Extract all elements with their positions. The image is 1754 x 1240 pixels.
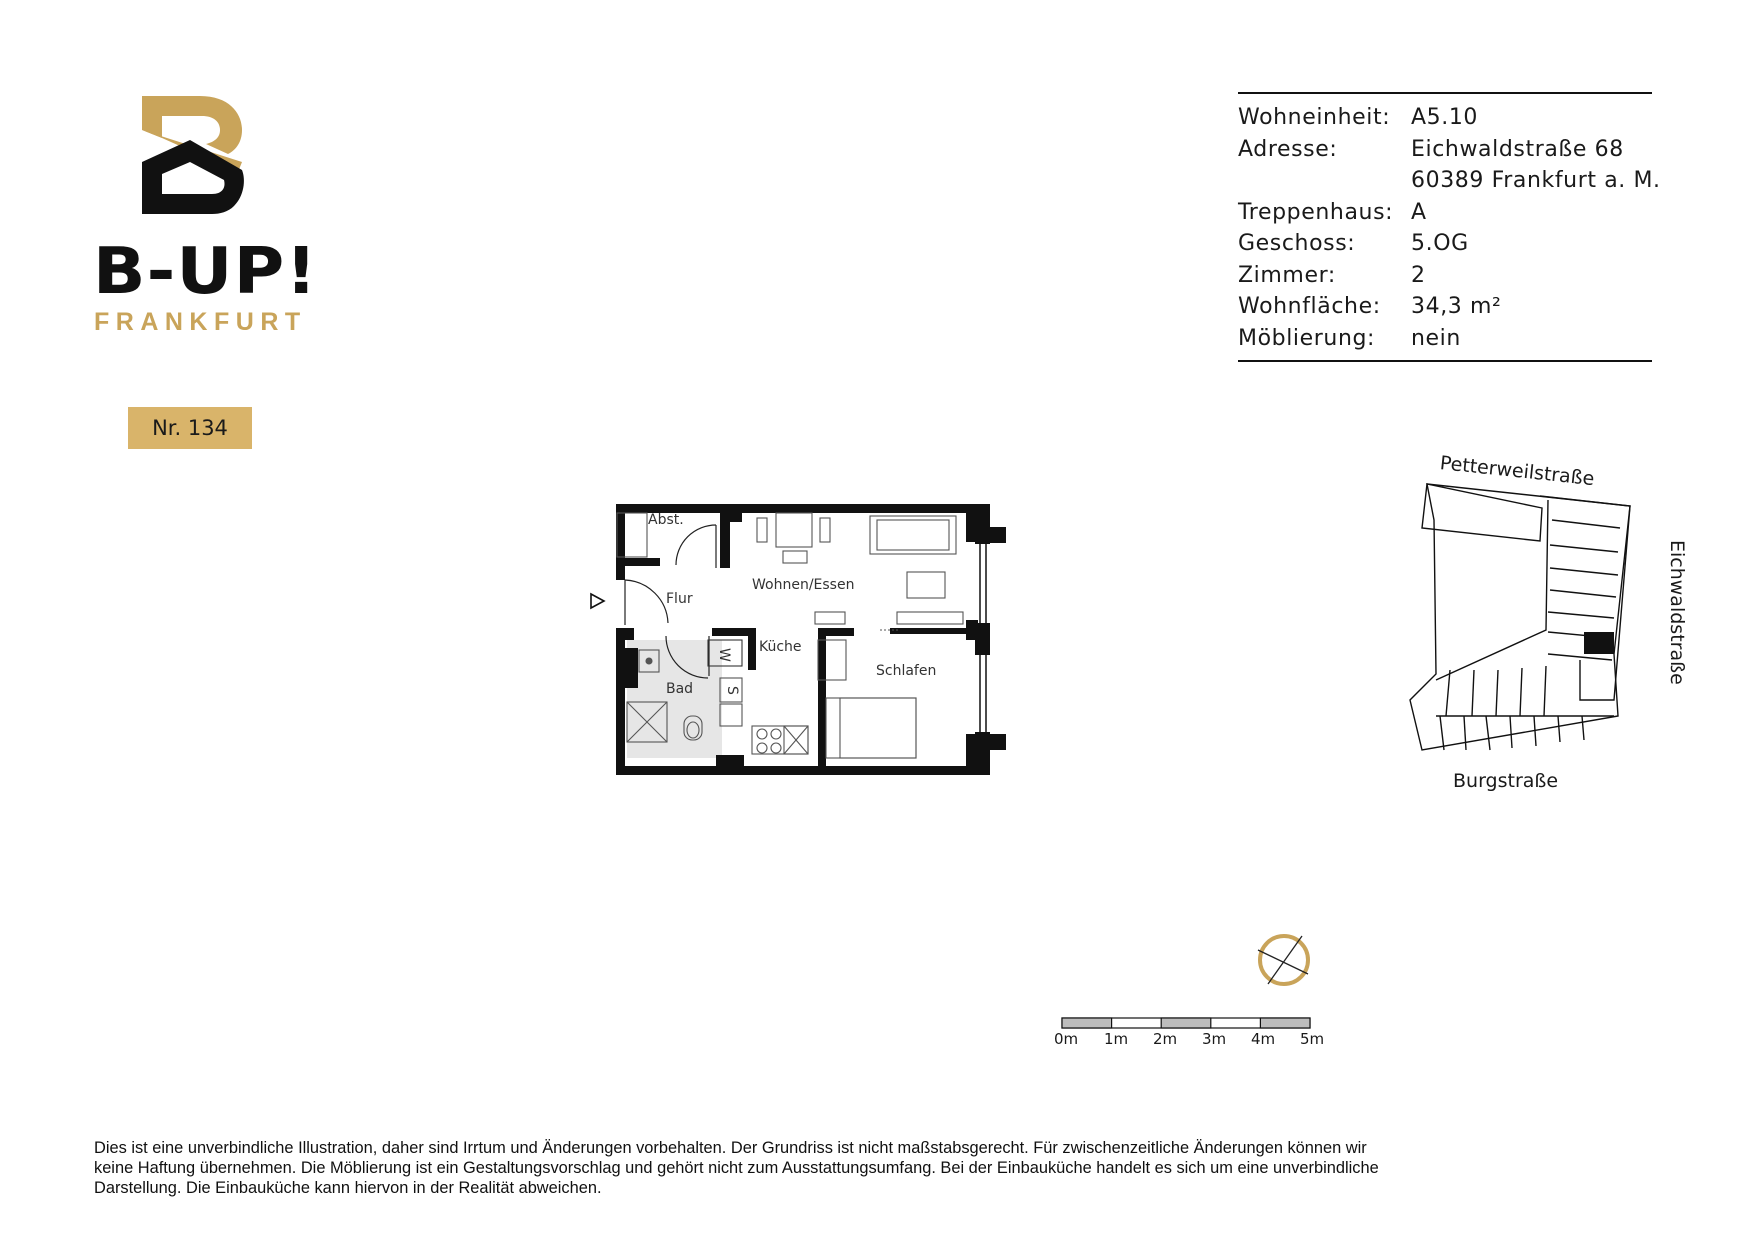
info-value: 2 [1411,262,1426,288]
info-label: Adresse: [1238,136,1338,162]
street-label-east: Eichwaldstraße [1666,540,1688,685]
info-value: A [1411,199,1427,225]
brand-logo-text [92,235,318,336]
info-row [1238,323,1652,355]
info-row [1238,102,1652,134]
room-label-flur: Flur [666,591,693,607]
info-row [1238,165,1661,197]
scale-label: 5m [1300,1030,1325,1048]
info-value: 34,3 m² [1411,294,1502,319]
info-row [1238,228,1652,260]
brand-city: FRANKFURT [94,308,307,336]
room-label-bad: Bad [666,681,694,697]
scale-label: 1m [1104,1030,1129,1048]
info-label: Wohnfläche: [1238,294,1381,319]
info-row [1238,291,1652,323]
room-label-abst: Abst. [648,512,684,528]
info-value: 5.OG [1411,231,1469,256]
scale-label: 0m [1054,1030,1079,1048]
room-label-wohnen: Wohnen/Essen [752,577,855,593]
entrance-arrow-icon [591,594,604,608]
room-label-schlafen: Schlafen [876,663,937,679]
info-row [1238,197,1652,229]
unit-number-badge: Nr. 134 [128,407,252,449]
info-row [1238,260,1652,292]
info-row [1238,134,1652,166]
compass-icon [1254,930,1314,990]
disclaimer-text: Dies ist eine unverbindliche Illustration, daher sind Irrtum und Änderungen vorbehalten. Der Grundriss ist nicht maßstabsgerecht. Für zwischenzeitliche Änderungen können wir keine Haftung übernehmen. Die Möblierung ist ein Gestaltungsvorschlag und gehört nicht zum Ausstattungsumfang. Bei der Einbauküche handelt es sich um eine unverbindliche Darstellung. Die Einbauküche kann hiervon in der Realität abweichen. [94,1139,1379,1197]
site-plan [1400,470,1660,770]
floor-plan [590,500,1020,790]
room-label-w: W [716,648,732,662]
unit-info-table [1238,92,1661,362]
scale-label: 3m [1202,1030,1227,1048]
info-label: Wohneinheit: [1238,105,1391,130]
brand-wordmark: B-UP! [92,235,318,309]
scale-label: 2m [1153,1030,1178,1048]
brand-logo-mark [138,92,250,218]
info-value: nein [1411,325,1461,351]
info-label [1238,165,1411,197]
street-label-north: Petterweilstraße [1438,452,1596,491]
info-value: A5.10 [1411,105,1479,130]
info-value: Eichwaldstraße 68 [1411,136,1624,162]
room-label-kueche: Küche [759,639,802,655]
info-label: Möblierung: [1238,325,1376,351]
info-value: 60389 Frankfurt a. M. [1411,168,1661,193]
street-label-south: Burgstraße [1453,770,1559,792]
info-label: Zimmer: [1238,262,1336,288]
info-label: Geschoss: [1238,231,1356,256]
unit-location-marker [1584,632,1614,654]
room-label-s: S [724,686,740,695]
scale-bar [1060,1014,1330,1030]
scale-label: 4m [1251,1030,1276,1048]
info-label: Treppenhaus: [1238,199,1394,225]
